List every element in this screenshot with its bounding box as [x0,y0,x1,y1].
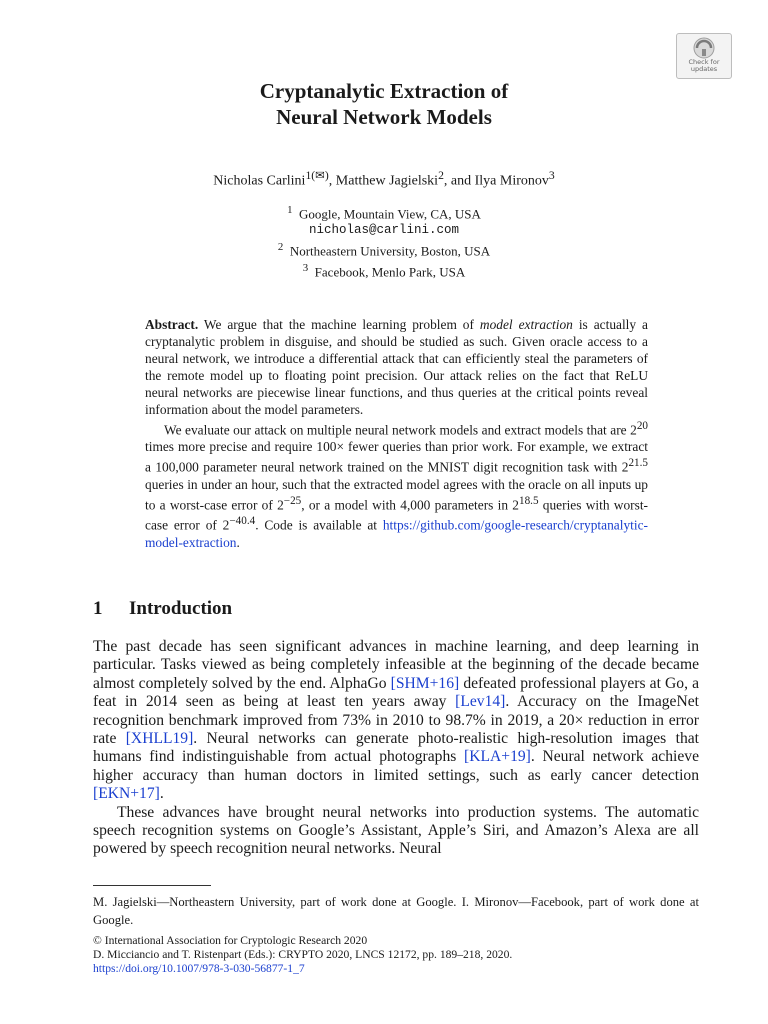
author-email: nicholas@carlini.com [308,223,460,238]
abstract-text: . [236,534,240,550]
citation-link[interactable]: [KLA+19] [464,748,531,766]
abstract-emphasis: model extraction [479,317,573,332]
section-heading [93,598,232,620]
abstract-text: We evaluate our attack on multiple neural network models and extract models that are 2 [164,422,637,438]
author-mironov-affil: 3 [548,169,555,182]
affiliation-3-num: 3 [302,261,309,274]
exponent: 20 [636,420,648,432]
affiliation-2 [0,239,768,259]
title-line-2: Neural Network Models [276,105,492,129]
footnote-divider [93,885,211,886]
footnote [93,893,699,929]
code-repository-link[interactable]: https://github.com/google-research/cryptanalytic-model-extraction [145,517,648,550]
paper-title [0,78,768,130]
author-jagielski: , Matthew Jagielski [328,173,439,189]
abstract-text: times more precise and require 100× fewer queries than prior work. For example, we extract a 100,000 parameter neural network trained on the MNIST digit recognition task with 2 [145,439,648,475]
body-text: . Accuracy on the ImageNet recognition benchmark improved from 73% in 2010 to 98.7% in 2019, a 20× reduction in error rate [93,693,699,748]
section-title: Introduction [129,598,233,619]
abstract-text: queries with worst-case error of 2 [145,497,648,533]
author-list [0,168,768,190]
footnote-text: M. Jagielski—Northeastern University, part of work done at Google. I. Mironov—Facebook, part of work done at Google. [93,895,699,927]
author-jagielski-affil: 2 [438,169,444,182]
abstract-paragraph-1 [145,316,648,418]
citation-link[interactable]: [XHLL19] [125,730,194,748]
abstract-text: is actually a cryptanalytic problem in disguise, and should be studied as such. Given oracle access to a neural network, we introduce a differential attack that can efficiently steal the parameters of the remote model up to floating point precision. Our attack relies on the fact that ReLU neural networks are piecewise linear functions, and thus queries at the critical points reveal information about the model parameters. [145,317,648,417]
affiliation-1-num: 1 [287,204,293,216]
copyright-line: © International Association for Cryptologic Research 2020 [93,934,368,947]
citation-link[interactable]: [EKN+17] [93,785,160,803]
title-line-1: Cryptanalytic Extraction of [259,79,509,103]
affiliation-1-text: Google, Mountain View, CA, USA [298,206,481,222]
abstract [145,316,648,551]
body-text: defeated professional players at Go, a feat in 2014 seen as being at least ten years away [93,674,699,711]
citation-link[interactable]: [Lev14] [455,693,506,711]
exponent: −25 [283,494,302,507]
author-mironov: , and Ilya Mironov [443,173,549,189]
abstract-label: Abstract. [145,317,199,332]
affiliation-3-text: Facebook, Menlo Park, USA [314,263,466,279]
proceedings-line: D. Micciancio and T. Ristenpart (Eds.): CRYPTO 2020, LNCS 12172, pp. 189–218, 2020. [93,948,513,961]
affiliation-3 [0,260,768,280]
exponent: −40.4 [229,515,256,528]
affiliations [0,202,768,280]
badge-line-1: Check for [688,58,720,66]
intro-paragraph-1 [93,638,699,804]
body-text: . [159,785,164,803]
abstract-text: We argue that the machine learning problem of [198,317,480,332]
intro-paragraph-2: These advances have brought neural networks into production systems. The automatic speech recognition systems on Google’s Assistant, Apple’s Siri, and Amazon’s Alexa are all powered by speech recognition neural networks. Neural [93,803,699,858]
badge-line-2: updates [690,65,718,73]
abstract-text: queries in under an hour, such that the extracted model agrees with the oracle on all inputs up to a worst-case error of 2 [145,476,648,513]
section-number: 1 [93,598,103,619]
check-for-updates-badge[interactable] [676,33,732,79]
introduction-body [93,638,699,859]
exponent: 18.5 [519,494,539,507]
affiliation-2-text: Northeastern University, Boston, USA [289,243,491,259]
affiliation-2-num: 2 [277,241,284,254]
author-carlini-affil: 1(✉) [305,169,329,182]
check-for-updates-icon [691,37,717,59]
body-text: . Neural network achieve higher accuracy than human doctors in limited settings, such as early cancer detection [93,748,700,784]
exponent: 21.5 [628,457,648,470]
citation-link[interactable]: [SHM+16] [390,674,460,692]
body-text: . Neural networks can generate photo-realistic high-resolution images that humans find indistinguishable from actual photographs [93,730,699,766]
author-carlini: Nicholas Carlini [213,173,306,189]
affiliation-1 [0,202,768,222]
body-text: The past decade has seen significant advances in machine learning, and deep learning in particular. Tasks viewed as being completely infeasible at the beginning of the decade became almost completely solved by the end. AlphaGo [93,638,699,692]
doi-link[interactable]: https://doi.org/10.1007/978-3-030-56877-1_7 [93,962,305,975]
abstract-text: . Code is available at [255,517,383,533]
abstract-text: , or a model with 4,000 parameters in 2 [301,497,519,513]
abstract-paragraph-2 [145,418,648,551]
copyright-block [93,934,699,976]
